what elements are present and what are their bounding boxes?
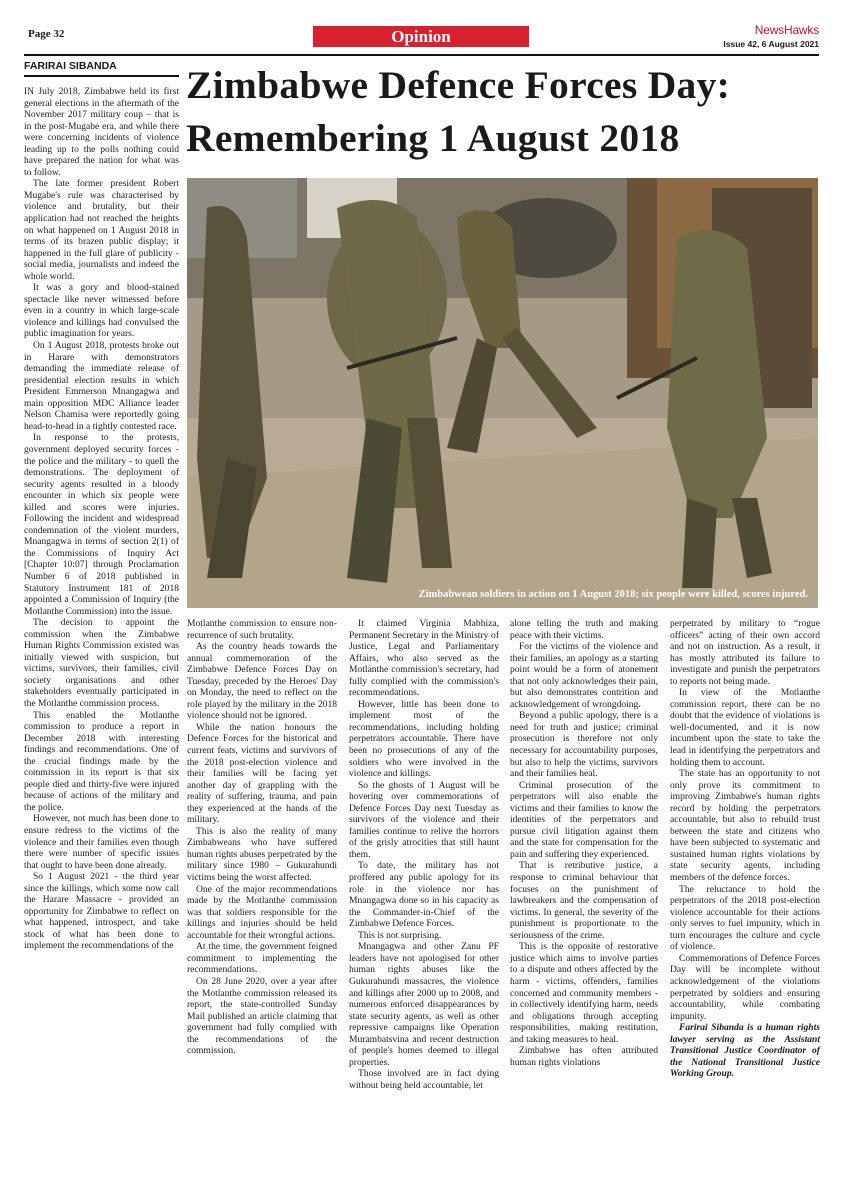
paragraph: Motlanthe commission to ensure non-recurrence of such brutality. <box>187 618 337 641</box>
paragraph: On 28 June 2020, over a year after the Motlanthe commission released its report, the state-controlled Sunday Mail published an article claiming that government had fully complied with the recommendations of the commission. <box>187 975 337 1057</box>
author-bio: Farirai Sibanda is a human rights lawyer serving as the Assistant Transitional Justice Coordinator of the National Transitional Justice Working Group. <box>670 1022 820 1080</box>
paragraph: IN July 2018, Zimbabwe held its first general elections in the aftermath of the November 2017 military coup – that is in the post-Mugabe era, and while there were concerning incidents of violence leading up to the polls nothing could have prepared the nation for what was to follow. <box>24 86 179 178</box>
column-2 <box>187 618 337 1057</box>
brand-name: NewsHawks <box>754 23 819 37</box>
paragraph: Criminal prosecution of the perpetrators will also enable the victims and their families to know the identities of the perpetrators and pursue civil litigation against them and the state for compensation for the pain and suffering they experienced. <box>510 779 658 860</box>
page-number: Page 32 <box>28 28 65 40</box>
paragraph: Those involved are in fact dying without being held accountable, let <box>349 1068 499 1091</box>
masthead <box>723 23 819 49</box>
paragraph: At the time, the government feigned commitment to implementing the recommendations. <box>187 941 337 976</box>
header-rule <box>24 54 819 56</box>
paragraph: alone telling the truth and making peace with their victims. <box>510 618 658 641</box>
paragraph: For the victims of the violence and their families, an apology as a starting point would be a form of atonement that not only acknowledges their pain, but also demonstrates contrition and acknowledgement of wrongdoing. <box>510 641 658 710</box>
paragraph: In view of the Motlanthe commission report, there can be no doubt that the evidence of violations is well-documented, and it is now incumbent upon the state to take the lead in identifying the perpetrators and holding them to account. <box>670 687 820 768</box>
paragraph: The state has an opportunity to not only prove its commitment to improving Zimbabwe's human rights record by holding the perpetrators accountable, but also to rebuild trust between the state and citizens who have been subjected to systematic and sustained human rights violations by state security agents, including members of the defence forces. <box>670 768 820 884</box>
paragraph: It claimed Virginia Mabhiza, Permanent Secretary in the Ministry of Justice, Legal and Parliamentary Affairs, who also served as the Motlanthe commission's secretary, had fully complied with the commission's recommendations. <box>349 618 499 699</box>
lead-photo <box>187 178 818 608</box>
paragraph: In response to the protests, government deployed security forces - the police and the military - to quell the demonstrations. The deployment of security agents resulted in a bloody encounter in which six people were killed and scores were injuries. Following the incident and widespread condemnation of the violent murders, Mnangagwa in terms of section 2(1) of the Commissions of Inquiry Act [Chapter 10:07] through Proclamation Number 6 of 2018 published in Statutory Instrument 181 of 2018 appointed a Commission of Inquiry (the Motlanthe Commission) into the issue. <box>24 432 179 617</box>
paragraph: This is not surprising. <box>358 929 442 941</box>
column-1 <box>24 86 179 952</box>
paragraph: Commemorations of Defence Forces Day will be incomplete without acknowledgement of the violations perpetrated by soldiers and ensuring accountability, while combating impunity. <box>670 952 820 1022</box>
photo-caption: Zimbabwean soldiers in action on 1 August 2018; six people were killed, scores injured. <box>418 589 808 600</box>
paragraph: However, not much has been done to ensure redress to the victims of the violence and their families even though there were number of specific issues that ought to have been done already. <box>24 813 179 871</box>
paragraph: This is also the reality of many Zimbabweans who have suffered human rights abuses perpetrated by the military since 1980 – Gukurahundi victims being the worst affected. <box>187 825 337 884</box>
byline: FARIRAI SIBANDA <box>24 60 117 72</box>
paragraph: This enabled the Motlanthe commission to produce a report in December 2018 with interesting findings and recommendations. One of the crucial findings made by the commission in its report is that six people died and thirty-five were injured because of actions of the military and the police. <box>24 709 179 813</box>
issue-date: Issue 42, 6 August 2021 <box>723 39 819 49</box>
byline-rule <box>24 75 179 77</box>
paragraph: It was a gory and blood-stained spectacle like never witnessed before even in a country in which large-scale violence and killings had convulsed the public imagination for years. <box>24 282 179 340</box>
paragraph: While the nation honours the Defence Forces for the historical and current feats, victims and survivors of the 2018 post-election violence and their families will be facing yet another day of grappling with the reality of suffering, trauma, and pain they experienced at the hands of the military. <box>187 721 337 826</box>
column-3 <box>349 618 499 1091</box>
paragraph: The late former president Robert Mugabe's rule was characterised by violence and brutality, but their application had not reached the heights on what happened on 1 August 2018 in terms of its brazen public display; it happened in the full glare of publicity - social media, journalists and indeed the whole world. <box>24 178 179 282</box>
byline-block <box>24 60 179 77</box>
paragraph: On 1 August 2018, protests broke out in Harare with demonstrators demanding the immediate release of presidential election results in which President Emmerson Mnangagwa and main opposition MDC Alliance leader Nelson Chamisa were reportedly going head-to-head in a tightly contested race. <box>24 340 179 432</box>
paragraph: The decision to appoint the commission when the Zimbabwe Human Rights Commission existed was initially viewed with suspicion, but victims, survivors, their families, civil society organisations and other stakeholders eventually participated in the Motlanthe commission process. <box>24 617 179 709</box>
paragraph: To date, the military has not proffered any public apology for its role in the violence nor has Mnangagwa done so in his capacity as the Commander-in-Chief of the Zimbabwe Defence Forces. <box>349 860 499 930</box>
paragraph: So 1 August 2021 - the third year since the killings, which some now call the Harare Massacre - provided an opportunity for Zimbabwe to reflect on what happened, introspect, and take stock of what has been done to implement the recommendations of the <box>24 871 179 952</box>
paragraph: So the ghosts of 1 August will be hovering over commemorations of Defence Forces Day next Tuesday as survivors of the violence and their families continue to relive the horrors of the grisly atrocities that still haunt them. <box>349 779 499 860</box>
headline-line-1: Zimbabwe Defence Forces Day: <box>186 63 731 107</box>
paragraph: Mnangagwa and other Zanu PF leaders have not apologised for other human rights abuses like the Gukurahundi massacres, the violence and killings after 2000 up to 2008, and numerous enforced disappearances by state security agents, as well as other repressive campaigns like Operation Murambatsvina and recent destruction of people's homes deemed to illegal properties. <box>349 941 499 1068</box>
paragraph: perpetrated by military to “rogue officers” acting of their own accord and not on instruction. As a result, it has mostly attributed its failure to investigate and punish the perpetrators to reports not being made. <box>670 618 820 687</box>
paragraph: This is the opposite of restorative justice which aims to involve parties to a dispute and others affected by the harm - victims, offenders, families concerned and community members - in collectively identifying harm, needs and obligations through accepting responsibilities, making restitution, and taking measures to heal. <box>510 941 658 1045</box>
column-4 <box>510 618 658 1068</box>
paragraph: One of the major recommendations made by the Motlanthe commission was that soldiers responsible for the killings and injuries should be held accountable for their wrongful actions. <box>187 883 337 941</box>
headline <box>186 59 826 164</box>
headline-line-2: Remembering 1 August 2018 <box>186 115 680 160</box>
section-label: Opinion <box>313 26 529 47</box>
paragraph: As the country heads towards the annual commemoration of the Zimbabwe Defence Forces Day on Tuesday, preceded by the Heroes' Day on Monday, the need to reflect on the role played by the military in the 2018 violence should not be ignored. <box>187 641 337 722</box>
paragraph: The reluctance to hold the perpetrators of the 2018 post-election violence accountable for their actions only serves to fuel impunity, which in turn encourages the culture and cycle of violence. <box>670 883 820 953</box>
paragraph: That is retributive justice, a response to criminal behaviour that focuses on the punishment of lawbreakers and the compensation of victims. In general, the severity of the punishment is proportionate to the seriousness of the crime. <box>510 860 658 941</box>
paragraph: However, little has been done to implement most of the recommendations, including holding perpetrators accountable. There have been no prosecutions of any of the soldiers who were involved in the violence and killings. <box>349 698 499 780</box>
soldiers-street-image <box>187 178 818 608</box>
paragraph: Beyond a public apology, there is a need for truth and justice; criminal prosecution is therefore not only necessary for accountability purposes, but also to help the victims, survivors and their families heal. <box>510 710 658 780</box>
paragraph: Zimbabwe has often attributed human rights violations <box>510 1045 658 1068</box>
column-5 <box>670 618 820 1080</box>
